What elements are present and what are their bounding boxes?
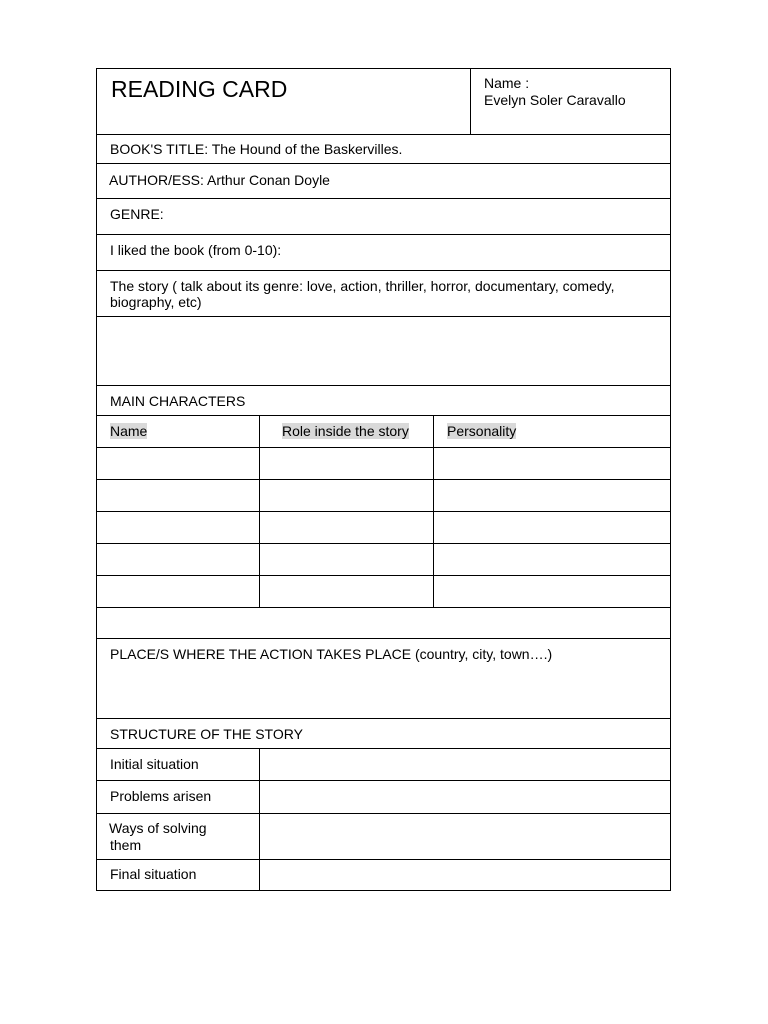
- row-divider: [97, 447, 670, 448]
- places-label: PLACE/S WHERE THE ACTION TAKES PLACE (country, city, town….): [110, 646, 553, 662]
- main-characters-heading: MAIN CHARACTERS: [110, 393, 246, 409]
- structure-heading: STRUCTURE OF THE STORY: [110, 726, 303, 742]
- characters-column-divider: [433, 415, 434, 607]
- header-name-text: Name: [110, 423, 148, 439]
- name-value: Evelyn Soler Caravallo: [484, 92, 626, 108]
- genre-label: GENRE:: [110, 206, 164, 222]
- row-divider: [97, 813, 670, 814]
- structure-problems-arisen: Problems arisen: [110, 788, 212, 804]
- structure-ways-of-solving-line2: them: [110, 837, 142, 853]
- characters-header-name: [110, 423, 147, 440]
- row-divider: [97, 163, 670, 164]
- row-divider: [97, 718, 670, 719]
- header-divider: [470, 69, 471, 135]
- liked-rating-label: I liked the book (from 0-10):: [110, 242, 282, 258]
- row-divider: [97, 385, 670, 386]
- row-divider: [97, 134, 670, 135]
- row-divider: [97, 316, 670, 317]
- book-title: BOOK'S TITLE: The Hound of the Baskervilles.: [110, 141, 403, 157]
- story-label-line1: The story ( talk about its genre: love, action, thriller, horror, documentary, comedy,: [110, 278, 615, 294]
- reading-card: [96, 68, 671, 891]
- header-role-text: Role inside the story: [282, 423, 409, 439]
- story-label-line2: biography, etc): [110, 294, 202, 310]
- row-divider: [97, 270, 670, 271]
- characters-header-role: [282, 423, 409, 440]
- row-divider: [97, 479, 670, 480]
- row-divider: [97, 780, 670, 781]
- characters-header-personality: [447, 423, 516, 440]
- structure-ways-of-solving-line1: Ways of solving: [109, 820, 207, 836]
- structure-initial-situation: Initial situation: [110, 756, 199, 772]
- row-divider: [97, 748, 670, 749]
- structure-final-situation: Final situation: [110, 866, 197, 882]
- row-divider: [97, 511, 670, 512]
- row-divider: [97, 638, 670, 639]
- card-title: READING CARD: [111, 76, 288, 102]
- author: AUTHOR/ESS: Arthur Conan Doyle: [109, 172, 330, 188]
- row-divider: [97, 198, 670, 199]
- row-divider: [97, 859, 670, 860]
- row-divider: [97, 607, 670, 608]
- header-personality-text: Personality: [447, 423, 517, 439]
- structure-column-divider: [259, 748, 260, 890]
- row-divider: [97, 543, 670, 544]
- row-divider: [97, 575, 670, 576]
- name-label: Name :: [484, 75, 530, 91]
- row-divider: [97, 415, 670, 416]
- row-divider: [97, 234, 670, 235]
- characters-column-divider: [259, 415, 260, 607]
